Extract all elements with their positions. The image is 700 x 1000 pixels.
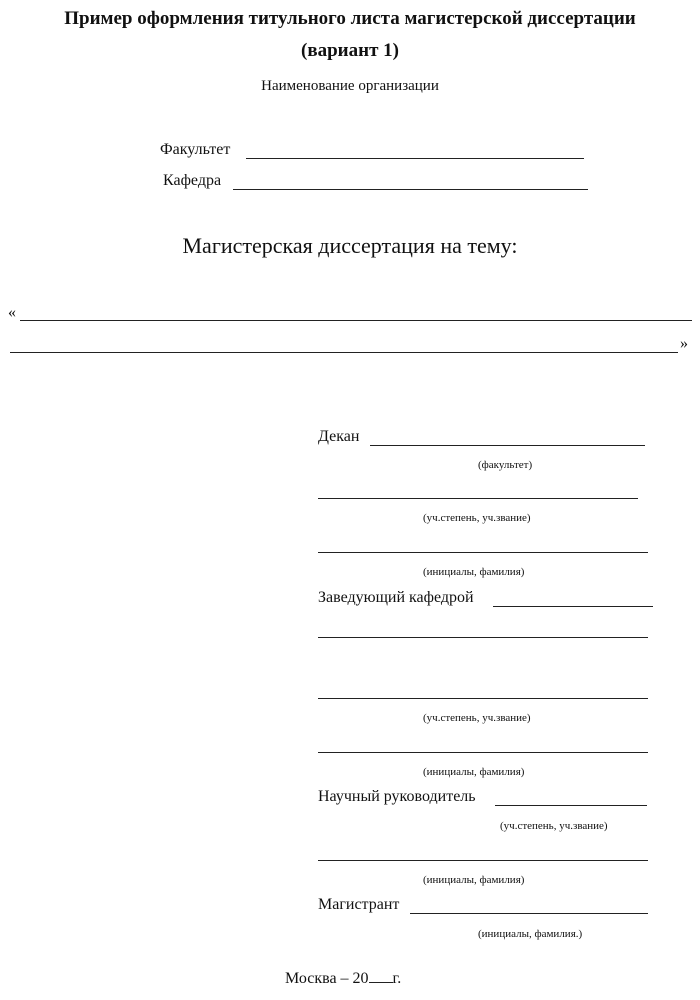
close-quote: » [680, 335, 688, 352]
footer-year-suffix: г. [392, 970, 402, 987]
dean-name-caption: (инициалы, фамилия) [423, 566, 525, 578]
footer-city-year [285, 970, 401, 988]
dean-degree-field[interactable] [318, 498, 638, 499]
head-label: Заведующий кафедрой [318, 589, 474, 606]
student-label: Магистрант [318, 896, 400, 913]
dean-caption: (факультет) [478, 459, 533, 471]
organization-name: Наименование организации [261, 78, 439, 94]
open-quote: « [8, 304, 16, 321]
supervisor-field[interactable] [495, 805, 647, 806]
head-name-field[interactable] [318, 752, 648, 753]
supervisor-name-field[interactable] [318, 860, 648, 861]
page-subtitle: (вариант 1) [301, 40, 399, 61]
faculty-field[interactable] [246, 158, 584, 159]
dean-label: Декан [318, 428, 360, 445]
footer-city-prefix: Москва – 20 [285, 970, 369, 987]
dean-name-field[interactable] [318, 552, 648, 553]
head-extra-field[interactable] [318, 637, 648, 638]
dean-degree-caption: (уч.степень, уч.звание) [423, 512, 531, 524]
supervisor-label: Научный руководитель [318, 788, 476, 805]
supervisor-degree-caption: (уч.степень, уч.звание) [500, 820, 608, 832]
page-title: Пример оформления титульного листа магистерской диссертации [64, 8, 636, 29]
topic-line-2[interactable] [10, 352, 678, 353]
head-field[interactable] [493, 606, 653, 607]
thesis-heading: Магистерская диссертация на тему: [182, 233, 518, 258]
dean-field[interactable] [370, 445, 645, 446]
supervisor-name-caption: (инициалы, фамилия) [423, 874, 525, 886]
department-label: Кафедра [163, 172, 222, 189]
department-field[interactable] [233, 189, 588, 190]
head-degree-field[interactable] [318, 698, 648, 699]
topic-line-1[interactable] [20, 320, 692, 321]
year-blank[interactable] [369, 970, 393, 983]
faculty-label: Факультет [160, 141, 231, 158]
student-field[interactable] [410, 913, 648, 914]
student-name-caption: (инициалы, фамилия.) [478, 928, 583, 940]
head-degree-caption: (уч.степень, уч.звание) [423, 712, 531, 724]
head-name-caption: (инициалы, фамилия) [423, 766, 525, 778]
